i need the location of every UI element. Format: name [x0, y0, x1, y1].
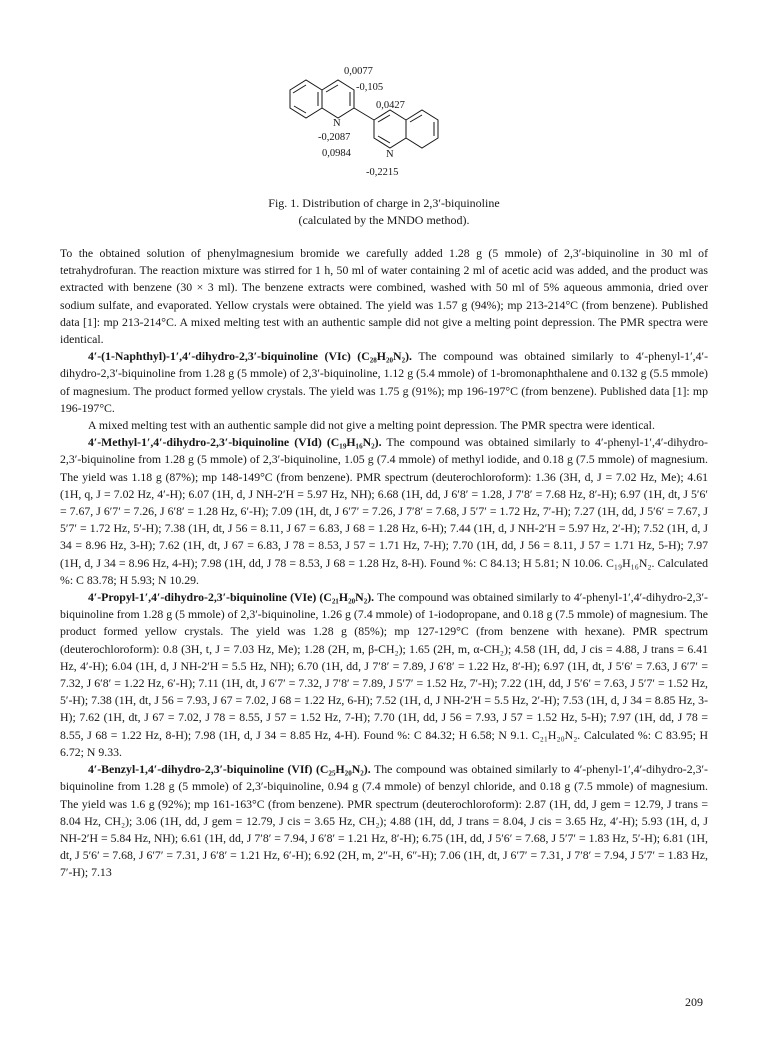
paragraph-text: To the obtained solution of phenylmagnesium bromide we carefully added 1.28 g (5 mmole) of 2,3′-biquinoline in 30 ml of tetrahydrofuran. The reaction mixture was stirred for 1 h, 50 ml of water containing 2 ml of acetic acid was added, and the product was extracted with benzene (30 × 3 ml). The benzene extracts were combined, washed with 50 ml of 5% aqueous ammonia, dried over sodium sulfate, and evaporated. Yellow crystals were obtained. The yield was 1.57 g (94%); mp 213-214°C (from benzene). Published data [1]: mp 213-214°C. A mixed melting test with an authentic sample did not give a melting point depression. The PMR spectra were identical. [60, 246, 708, 347]
caption-line-2: (calculated by the MNDO method). [298, 213, 470, 227]
nitrogen-atom-1: N [333, 118, 341, 129]
paragraph-text: The compound was obtained similarly to 4′-phenyl-1′,4′-dihydro-2,3′-biquinoline from 1.28 g (5 mmole) of 2,3′-biquinoline, 0.94 g (7.4 mmole) of benzyl chloride, and 0.18 g (7.5 mmole) of magnesium. The yield was 1.6 g (92%); mp 161-163°C (from benzene). PMR spectrum (deuterochloroform): 2.87 (1H, dd, J gem = 12.79, J trans = 8.04 Hz, CH₂); 3.06 (1H, dd, J gem = 12.79, J cis = 3.65 Hz, CH₂); 4.88 (1H, dd, J trans = 8.04, J cis = 3.65 Hz, 4′-H); 5.93 (1H, d, J NH-2′H = 5.84 Hz, NH); 6.61 (1H, dd, J 7′8′ = 7.94, J 6′8′ = 1.21 Hz, 8′-H); 6.75 (1H, dd, J 5′6′ = 7.68, J 5′7′ = 1.83 Hz, 5′-H); 6.81 (1H, dt, J 5′6′ = 7.68, J 6′7′ = 7.31, J 6′8′ = 1.21 Hz, 6′-H); 6.92 (2H, m, 2″-H, 6″-H); 7.06 (1H, dt, J 6′7′ = 7.31, J 7′8′ = 7.94, J 5′7′ = 1.83 Hz, 7′-H); 7.13 [60, 762, 708, 880]
figure-caption [100, 195, 668, 229]
paragraph [60, 761, 708, 881]
benzo-ring-1 [290, 80, 322, 118]
paragraph [60, 434, 708, 589]
compound-heading: 4′-Benzyl-1,4′-dihydro-2,3′-biquinoline (VIf) (C₂₅H₂₀N₂). [88, 762, 371, 777]
paragraph-text: The compound was obtained similarly to 4′-phenyl-1′,4′-dihydro-2,3′-biquinoline from 1.28 g (5 mmole) of 2,3′-biquinoline, 1.12 g (5.4 mmole) of 1-bromonaphthalene and 0.132 g (5.5 mmole) of magnesium. The product formed yellow crystals. The yield was 1.75 g (91%); mp 196-197°C (from benzene). Published data [1]: mp 196-197°C. [60, 349, 709, 415]
page-number: 209 [685, 995, 703, 1009]
charge-distribution-figure [270, 60, 490, 190]
charge-label-c-top: 0,0077 [344, 66, 373, 77]
compound-heading: 4′-Methyl-1′,4′-dihydro-2,3′-biquinoline (VId) (C₁₉H₁₆N₂). [88, 435, 382, 450]
charge-label-n1: -0,2087 [318, 132, 351, 143]
pyridine-ring-2 [374, 110, 406, 148]
compound-heading: 4′-(1-Naphthyl)-1′,4′-dihydro-2,3′-biquinoline (VIc) (C₂₈H₂₀N₂). [88, 349, 412, 364]
paragraph [60, 348, 708, 417]
paragraph-text: The compound was obtained similarly to 4′-phenyl-1′,4′-dihydro-2,3′-biquinoline from 1.28 g (5 mmole) of 2,3′-biquinoline, 1.05 g (7.4 mmole) of methyl iodide, and 0.18 g (7.5 mmole) of magnesium. The yield was 1.18 g (87%); mp 148-149°C (from benzene). PMR spectrum (deuterochloroform): 1.36 (3H, d, J = 7.02 Hz, Me); 4.61 (1H, q, J = 7.02 Hz, 4′-H); 6.07 (1H, d, J NH-2′H = 5.97 Hz, NH); 6.68 (1H, dd, J 6′8′ = 1.28, J 7′8′ = 7.68 Hz, 8′-H); 6.97 (1H, dt, J 5′6′ = 7.67, J 6′7′ = 7.26, J 6′8′ = 1.28 Hz, 6′-H); 7.09 (1H, dt, J 6′7′ = 7.26, J 7′8′ = 7.68, J 5′7′ = 1.72 Hz, 7′-H); 7.27 (1H, dd, J 5′6′ = 7.67, J 5′7′ = 1.72 Hz, 5′-H); 7.38 (1H, dt, J 56 = 8.11, J 67 = 6.83, J 68 = 1.28 Hz, 6-H); 7.44 (1H, d, J NH-2′H = 5.97 Hz, 2′-H); 7.52 (1H, d, J 34 = 8.96 Hz, 3-H); 7.62 (1H, dt, J 67 = 6.83, J 78 = 8.53, J 57 = 1.71 Hz, 7-H); 7.70 (1H, dd, J 56 = 8.11, J 57 = 1.71 Hz, 5-H); 7.97 (1H, d, J 34 = 8.96 Hz, 4-H); 7.98 (1H, dd, J 78 = 8.53, J 68 = 1.28 Hz, 8-H). Found %: C 84.13; H 5.81; N 10.06. C₁₉H₁₆N₂. Calculated %: C 83.78; H 5.93; N 10.29. [60, 435, 708, 587]
pyridine-ring-1 [322, 80, 354, 118]
caption-line-1: Fig. 1. Distribution of charge in 2,3′-biquinoline [268, 196, 500, 210]
charge-label-n1p: -0,2215 [366, 167, 399, 178]
benzo-ring-2 [406, 110, 438, 148]
body-text [60, 245, 708, 882]
nitrogen-atom-2: N [386, 149, 394, 160]
paragraph [60, 589, 708, 761]
charge-label-c2p: 0,0984 [322, 148, 351, 159]
charge-label-c2: -0,105 [356, 82, 384, 93]
compound-heading: 4′-Propyl-1′,4′-dihydro-2,3′-biquinoline (VIe) (C₂₁H₂₀N₂). [88, 590, 375, 605]
paragraph [60, 417, 708, 434]
charge-label-c4p: 0,0427 [376, 100, 405, 111]
biquinoline-structure-diagram [270, 60, 490, 190]
paragraph-text: A mixed melting test with an authentic sample did not give a melting point depression. The PMR spectra were identical. [88, 418, 655, 433]
paragraph [60, 245, 708, 348]
paragraph-text: The compound was obtained similarly to 4′-phenyl-1′,4′-dihydro-2,3′-biquinoline from 1.28 g (5 mmole) of 2,3′-biquinoline, 1.26 g (7.4 mmole) of 1-iodopropane, and 0.18 g (7.5 mmole) of magnesium. The product formed yellow crystals. The yield was 1.28 g (85%); mp 127-129°C (from benzene with hexane). PMR spectrum (deuterochloroform): 0.8 (3H, t, J = 7.03 Hz, Me); 1.28 (2H, m, β-CH₂); 1.65 (2H, m, α-CH₂); 4.58 (1H, dd, J cis = 4.88, J trans = 6.41 Hz, 4′-H); 6.04 (1H, d, J NH-2′H = 5.5 Hz, NH); 6.70 (1H, dd, J 7′8′ = 7.89, J 6′8′ = 1.22 Hz, 8′-H); 6.97 (1H, dt, J 5′6′ = 7.63, J 6′7′ = 7.32, J 6′8′ = 1.22 Hz, 6′-H); 7.11 (1H, dt, J 6′7′ = 7.32, J 7′8′ = 7.89, J 5′7′ = 1.52 Hz, 7′-H); 7.22 (1H, dd, J 5′6′ = 7.63, J 5′7′ = 1.52 Hz, 5′-H); 7.38 (1H, dt, J 56 = 7.93, J 67 = 7.02, J 68 = 1.22 Hz, 6-H); 7.52 (1H, d, J NH-2′H = 5.5 Hz, 2′-H); 7.53 (1H, d, J 34 = 8.85 Hz, 3-H); 7.62 (1H, dt, J 67 = 7.02, J 78 = 8.55, J 57 = 1.52 Hz, 7-H); 7.70 (1H, dd, J 56 = 7.93, J 57 = 1.52 Hz, 5-H); 7.97 (1H, dd, J 78 = 8.55, J 68 = 1.22 Hz, 8-H); 7.98 (1H, d, J 34 = 8.85 Hz, 4-H). Found %: C 84.32; H 6.58; N 9.1. C₂₁H₂₀N₂. Calculated %: C 83.95; H 6.72; N 9.33. [60, 590, 708, 759]
